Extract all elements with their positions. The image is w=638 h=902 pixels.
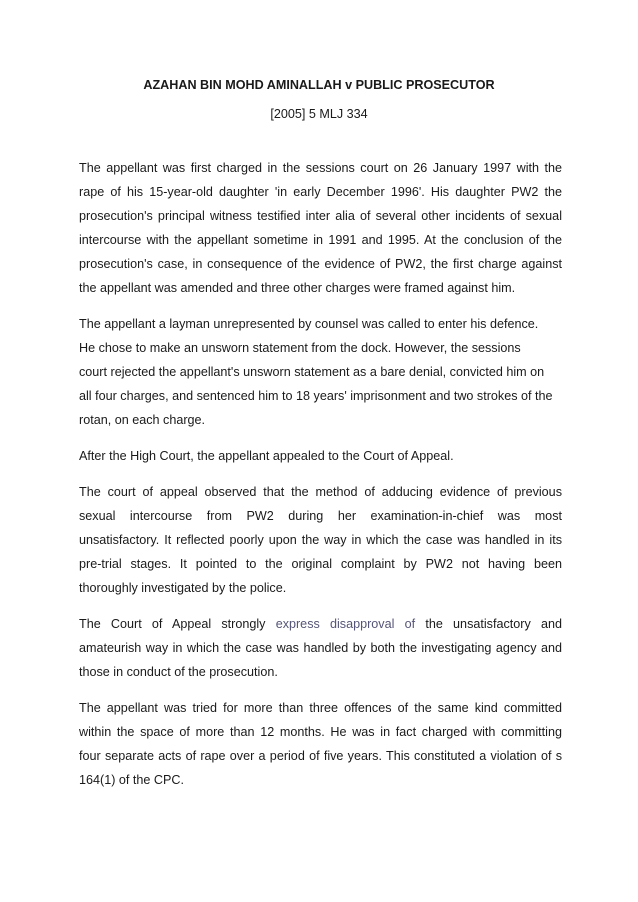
- text-line: pre-trial stages. It pointed to the original complaint by PW2 not having been: [79, 557, 562, 571]
- text-line: After the High Court, the appellant appealed to the Court of Appeal.: [79, 449, 454, 463]
- paragraph-1: [79, 156, 562, 300]
- highlighted-phrase: express disapproval of: [275, 617, 416, 631]
- text-segment: The Court of Appeal strongly: [79, 617, 276, 631]
- text-line: The appellant was first charged in the sessions court on 26 January 1997 with the: [79, 161, 562, 175]
- paragraph-2: [79, 312, 562, 432]
- paragraph-4: [79, 480, 562, 600]
- text-line: rape of his 15-year-old daughter 'in early December 1996'. His daughter PW2 the: [79, 185, 562, 199]
- text-line-with-highlight: [79, 612, 562, 636]
- document-body: [79, 156, 562, 804]
- text-line: rotan, on each charge.: [79, 413, 206, 427]
- case-title: AZAHAN BIN MOHD AMINALLAH v PUBLIC PROSECUTOR: [143, 78, 495, 92]
- text-line: sexual intercourse from PW2 during her examination-in-chief was most: [79, 509, 562, 523]
- text-line: 164(1) of the CPC.: [79, 773, 184, 787]
- text-line: The appellant a layman unrepresented by counsel was called to enter his defence.: [79, 317, 539, 331]
- text-line: court rejected the appellant's unsworn statement as a bare denial, convicted him on: [79, 365, 545, 379]
- text-line: thoroughly investigated by the police.: [79, 581, 287, 595]
- paragraph-6: [79, 696, 562, 792]
- paragraph-5: [79, 612, 562, 684]
- text-line: four separate acts of rape over a period of five years. This constituted a violation of s: [79, 749, 562, 763]
- text-line: the appellant was amended and three other charges were framed against him.: [79, 281, 516, 295]
- text-line: prosecution's principal witness testified inter alia of several other incidents of sexual: [79, 209, 562, 223]
- text-segment: the unsatisfactory and: [415, 617, 562, 631]
- text-line: those in conduct of the prosecution.: [79, 665, 278, 679]
- case-citation: [2005] 5 MLJ 334: [270, 107, 368, 121]
- text-line: The appellant was tried for more than three offences of the same kind committed: [79, 701, 562, 715]
- text-line: within the space of more than 12 months. He was in fact charged with committing: [79, 725, 562, 739]
- text-line: unsatisfactory. It reflected poorly upon the way in which the case was handled in its: [79, 533, 562, 547]
- text-line: all four charges, and sentenced him to 18 years' imprisonment and two strokes of the: [79, 389, 553, 403]
- text-line: intercourse with the appellant sometime in 1991 and 1995. At the conclusion of the: [79, 233, 562, 247]
- text-line: prosecution's case, in consequence of the evidence of PW2, the first charge against: [79, 257, 562, 271]
- text-line: amateurish way in which the case was handled by both the investigating agency and: [79, 641, 562, 655]
- text-line: The court of appeal observed that the method of adducing evidence of previous: [79, 485, 562, 499]
- paragraph-3: [79, 444, 562, 468]
- text-line: He chose to make an unsworn statement from the dock. However, the sessions: [79, 341, 521, 355]
